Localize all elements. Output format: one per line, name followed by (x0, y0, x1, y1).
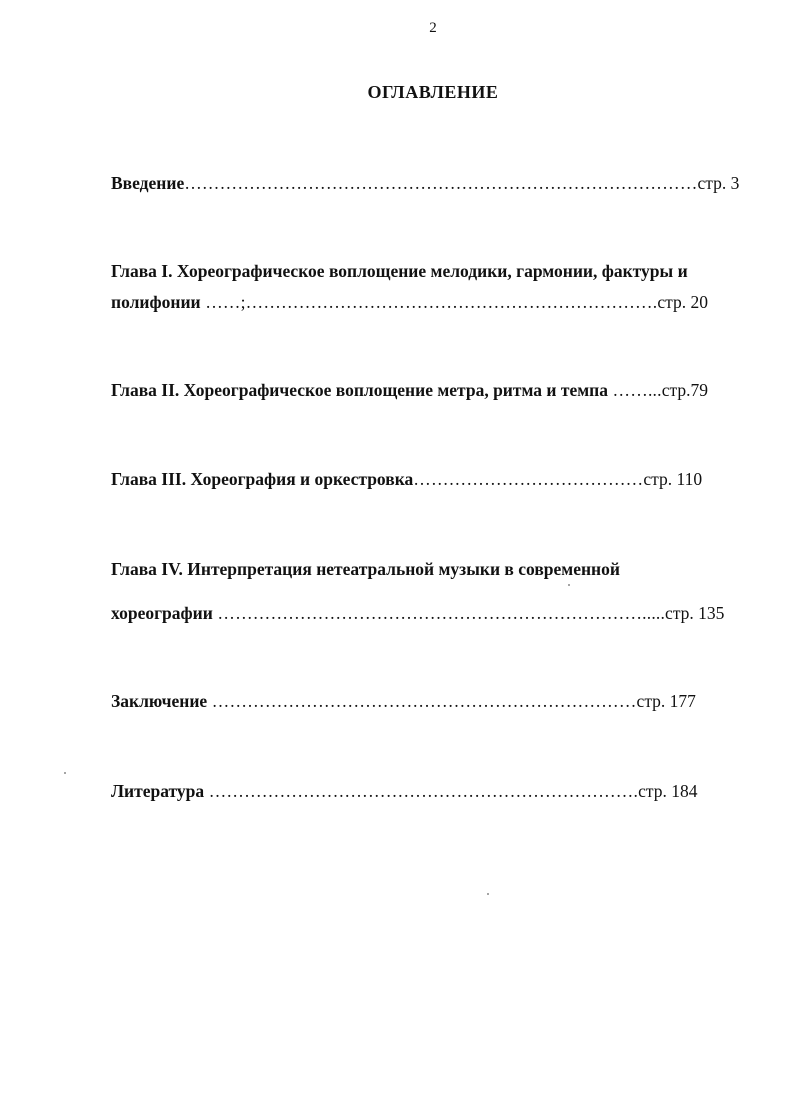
toc-page-ref: стр.79 (661, 380, 708, 400)
toc-entry-label: Литература (111, 781, 205, 801)
toc-entry-label: Глава II. Хореографическое воплощение метра, ритма и темпа (111, 380, 608, 400)
scan-speck (568, 584, 570, 586)
toc-entry-introduction (111, 172, 739, 194)
toc-entry-chapter-2 (111, 379, 708, 401)
toc-entry-chapter-1-line1 (111, 260, 688, 282)
toc-page-ref: стр. 20 (657, 292, 708, 312)
toc-entry-label: Заключение (111, 691, 208, 711)
toc-page-ref: стр. 3 (697, 173, 740, 193)
toc-leader-dots: ………………………………………………………………. (204, 781, 639, 801)
toc-entry-label: Глава I. Хореографическое воплощение мелодики, гармонии, фактуры и (111, 261, 688, 281)
toc-page-ref: стр. 184 (638, 781, 698, 801)
scan-speck (64, 772, 66, 774)
toc-entry-chapter-3 (111, 468, 702, 490)
toc-leader-dots: ………………………………………………………………..... (212, 603, 666, 623)
toc-leader-dots: …………………………………………………………………………… (184, 173, 698, 193)
toc-entry-conclusion (111, 690, 696, 712)
toc-page-ref: стр. 135 (665, 603, 725, 623)
toc-entry-label: Глава III. Хореография и оркестровка (111, 469, 414, 489)
page-title: ОГЛАВЛЕНИЕ (367, 82, 499, 102)
toc-entry-literature (111, 780, 697, 802)
toc-page-ref: стр. 110 (643, 469, 703, 489)
toc-entry-chapter-4-line1 (111, 558, 620, 580)
scan-speck (487, 893, 489, 895)
toc-entry-label: Глава IV. Интерпретация нетеатральной музыки в современной (111, 559, 620, 579)
toc-page-ref: стр. 177 (636, 691, 696, 711)
toc-entry-label-continued: хореографии (111, 603, 213, 623)
toc-leader-dots: ………………………………… (413, 469, 644, 489)
toc-entry-label: Введение (111, 173, 185, 193)
page-number: 2 (429, 20, 437, 36)
toc-entry-chapter-4-line2 (111, 602, 724, 624)
toc-leader-dots: ……... (607, 380, 662, 400)
toc-leader-dots: ……………………………………………………………… (207, 691, 637, 711)
toc-leader-dots: ……;……………………………………………………………. (200, 292, 658, 312)
toc-entry-chapter-1-line2 (111, 291, 708, 313)
toc-entry-label-continued: полифонии (111, 292, 201, 312)
